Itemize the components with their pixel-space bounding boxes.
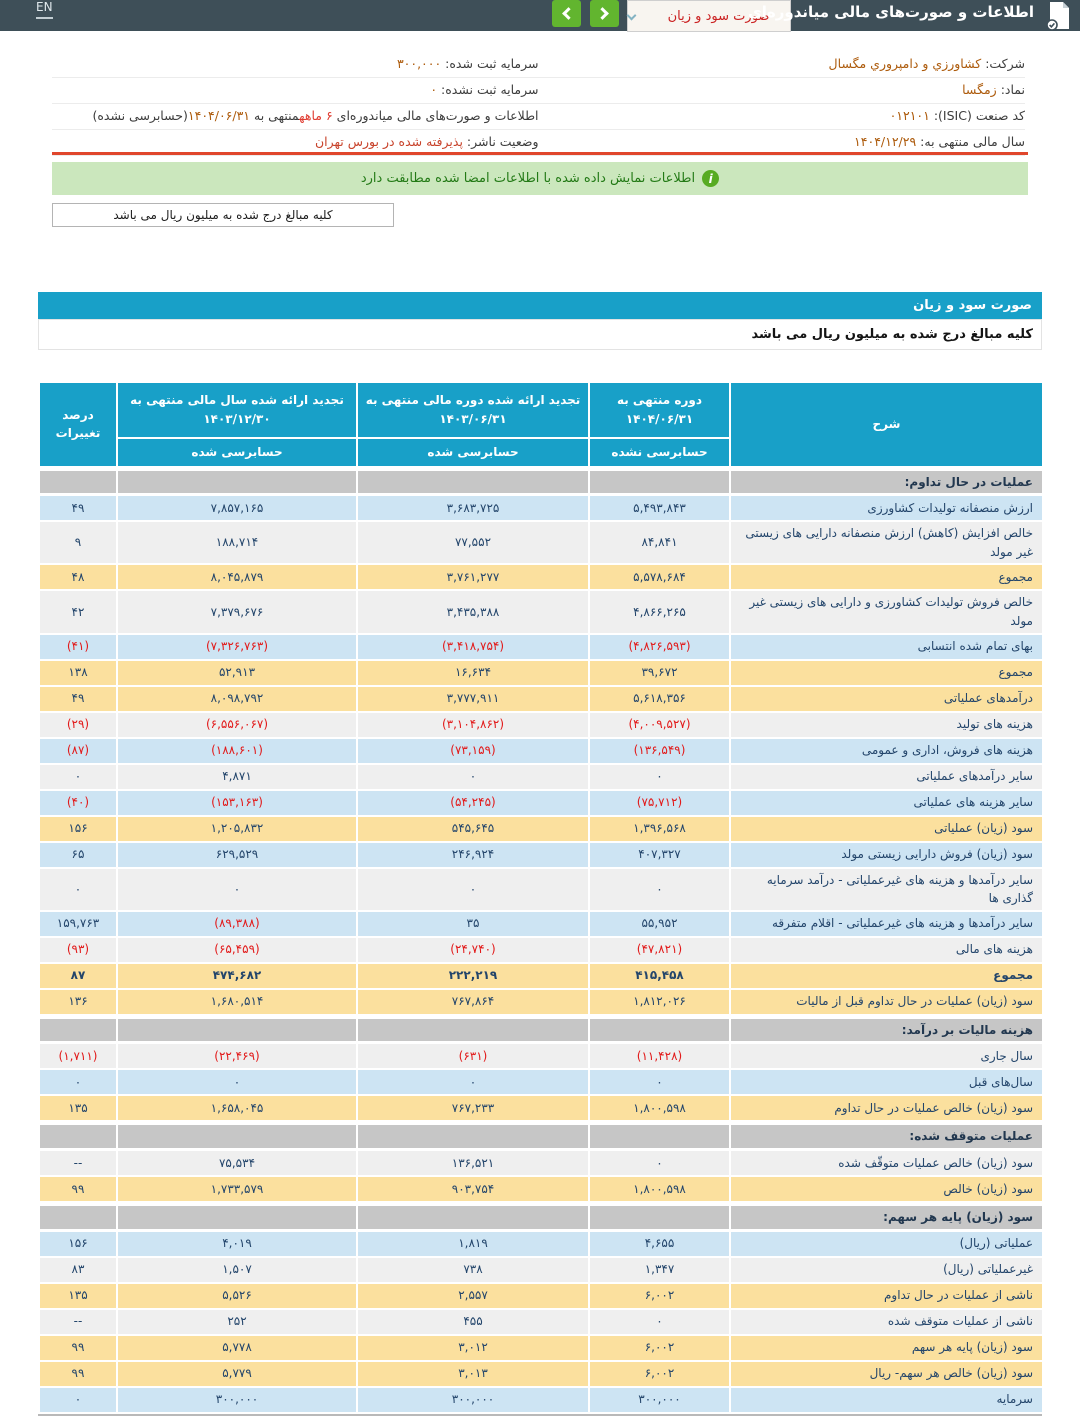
row-label: سود (زیان) فروش دارایی زیستی مولد [729,843,1042,869]
value-cell: ۶,۰۰۲ [588,1284,729,1310]
info-circle-icon: i [702,170,719,187]
value-cell: ۸۷ [38,964,116,990]
value-cell: (۲۲,۴۶۹) [116,1044,356,1070]
value-cell: ۴,۰۱۹ [116,1232,356,1258]
value-cell: (۷۳,۱۵۹) [356,739,588,765]
table-row [38,1362,1042,1388]
value-cell: ۶,۰۰۲ [588,1362,729,1388]
section-empty-cell [38,1122,116,1151]
section-empty-cell [38,1016,116,1045]
section-row [38,1016,1042,1045]
value-cell: (۵۴,۲۴۵) [356,791,588,817]
table-row [38,1151,1042,1177]
section-label: هزینه مالیات بر درآمد: [729,1016,1042,1045]
table-row [38,791,1042,817]
value-cell: ۰ [116,869,356,912]
value-cell: (۱,۷۱۱) [38,1044,116,1070]
amounts-note-box: کلیه مبالغ درج شده به میلیون ریال می باشد [52,203,394,227]
value-cell: ۰ [588,765,729,791]
value-cell: ۸,۰۹۸,۷۹۲ [116,687,356,713]
section-row [38,1122,1042,1151]
page-title: اطلاعات و صورت‌های مالی میاندوره‌ای [748,3,1034,21]
value-cell: (۴۰) [38,791,116,817]
value-cell: ۱,۲۰۵,۸۳۲ [116,817,356,843]
table-row [38,635,1042,661]
value-cell: (۴۷,۸۲۱) [588,938,729,964]
notice-bar [52,162,1028,195]
row-label: سود (زیان) عملیاتی [729,817,1042,843]
value-cell: ۳,۷۷۷,۹۱۱ [356,687,588,713]
value-cell: (۲۹) [38,713,116,739]
table-row [38,687,1042,713]
value-cell: ۸۳ [38,1258,116,1284]
value-cell: ۹۹ [38,1177,116,1203]
value-cell: ۵,۷۷۸ [116,1336,356,1362]
value-cell: ۰ [116,1070,356,1096]
section-empty-cell [116,1016,356,1045]
value-cell: (۸۹,۳۸۸) [116,912,356,938]
value-cell: (۲۴,۷۴۰) [356,938,588,964]
value-cell: ۳۹,۶۷۲ [588,661,729,687]
value-cell: (۱۵۳,۱۶۳) [116,791,356,817]
value-cell: ۰ [356,869,588,912]
chevron-right-icon [596,7,609,20]
table-row [38,817,1042,843]
red-separator [52,152,1028,155]
financial-table [38,383,1042,1416]
table-row [38,713,1042,739]
table-row [38,869,1042,912]
row-label: غیرعملیاتی (ریال) [729,1258,1042,1284]
value-cell: -- [38,1310,116,1336]
value-cell: ۳,۷۶۱,۲۷۷ [356,565,588,591]
value-cell: ۱۶,۶۳۴ [356,661,588,687]
value-cell: ۱۳۸ [38,661,116,687]
value-cell: ۴,۸۷۱ [116,765,356,791]
value-cell: ۹۰۳,۷۵۴ [356,1177,588,1203]
table-row [38,1336,1042,1362]
value-cell: ۰ [588,1151,729,1177]
table-row [38,522,1042,565]
table-row [38,964,1042,990]
section-empty-cell [588,468,729,497]
value-cell: ۷۳۸ [356,1258,588,1284]
value-cell: ۰ [588,1310,729,1336]
row-label: ارزش منصفانه تولیدات کشاورزی [729,496,1042,522]
row-label: سود (زیان) خالص [729,1177,1042,1203]
info-cell-right: نماد: زمگسا [962,82,1025,97]
section-label: عملیات در حال تداوم: [729,468,1042,497]
value-cell: ۳۰۰,۰۰۰ [116,1388,356,1414]
value-cell: ۵,۵۷۸,۶۸۴ [588,565,729,591]
row-label: سود (زیان) خالص هر سهم- ریال [729,1362,1042,1388]
table-row [38,1232,1042,1258]
table-row [38,1177,1042,1203]
row-label: هزینه های تولید [729,713,1042,739]
table-row [38,765,1042,791]
section-label: عملیات متوقف شده: [729,1122,1042,1151]
row-label: سرمایه [729,1388,1042,1414]
value-cell: ۱۳۵ [38,1284,116,1310]
table-row [38,938,1042,964]
value-cell: (۷,۳۲۶,۷۶۳) [116,635,356,661]
value-cell: ۴۹ [38,496,116,522]
value-cell: ۹۹ [38,1362,116,1388]
value-cell: ۰ [38,1070,116,1096]
header-period-current: دوره منتهی به ۱۴۰۴/۰۶/۳۱ [588,383,729,439]
value-cell: ۵,۵۲۶ [116,1284,356,1310]
row-label: خالص افزایش (کاهش) ارزش منصفانه دارایی های زیستی غیر مولد [729,522,1042,565]
value-cell: ۱,۸۰۰,۵۹۸ [588,1096,729,1122]
row-label: مجموع [729,964,1042,990]
value-cell: ۱,۳۴۷ [588,1258,729,1284]
row-label: سال‌های قبل [729,1070,1042,1096]
value-cell: ۱,۷۳۳,۵۷۹ [116,1177,356,1203]
value-cell: ۳,۰۱۲ [356,1336,588,1362]
value-cell: ۴۱۵,۴۵۸ [588,964,729,990]
row-label: ناشی از عملیات در حال تداوم [729,1284,1042,1310]
value-cell: ۱۵۹,۷۶۳ [38,912,116,938]
value-cell: ۸,۰۴۵,۸۷۹ [116,565,356,591]
value-cell: ۲,۵۵۷ [356,1284,588,1310]
value-cell: ۱,۶۵۸,۰۴۵ [116,1096,356,1122]
value-cell: ۱۳۵ [38,1096,116,1122]
row-label: سود (زیان) عملیات در حال تداوم قبل از مالیات [729,990,1042,1016]
amounts-note-bold: کلیه مبالغ درج شده به میلیون ریال می باشد [38,319,1042,350]
value-cell: (۴۱) [38,635,116,661]
value-cell: (۸۷) [38,739,116,765]
info-cell-left: وضعیت ناشر: پذیرفته شده در بورس تهران [314,134,539,149]
value-cell: ۴,۶۵۵ [588,1232,729,1258]
table-row [38,739,1042,765]
value-cell: ۱۵۶ [38,817,116,843]
header-desc: شرح [729,383,1042,468]
section-empty-cell [38,1203,116,1232]
row-label: مجموع [729,565,1042,591]
value-cell: ۷۶۷,۲۳۳ [356,1096,588,1122]
value-cell: ۴,۸۶۶,۲۶۵ [588,591,729,634]
value-cell: (۷۵,۷۱۲) [588,791,729,817]
value-cell: ۵,۴۹۳,۸۴۳ [588,496,729,522]
section-empty-cell [588,1122,729,1151]
row-label: سایر هزینه های عملیاتی [729,791,1042,817]
chevron-left-icon [562,7,575,20]
section-empty-cell [588,1016,729,1045]
row-label: سایر درآمدها و هزینه های غیرعملیاتی - درآمد سرمایه گذاری ها [729,869,1042,912]
value-cell: ۱۸۸,۷۱۴ [116,522,356,565]
value-cell: ۵,۷۷۹ [116,1362,356,1388]
row-label: درآمدهای عملیاتی [729,687,1042,713]
row-label: خالص فروش تولیدات کشاورزی و دارایی های زیستی غیر مولد [729,591,1042,634]
header-pct-change: درصد تغییرات [38,383,116,468]
row-label: سود (زیان) پایه هر سهم [729,1336,1042,1362]
value-cell: ۱,۵۰۷ [116,1258,356,1284]
value-cell: ۳,۴۳۵,۳۸۸ [356,591,588,634]
section-row [38,468,1042,497]
value-cell: ۲۵۲ [116,1310,356,1336]
value-cell: ۱,۶۸۰,۵۱۴ [116,990,356,1016]
value-cell: ۷,۳۷۹,۶۷۶ [116,591,356,634]
row-label: بهای تمام شده انتسابی [729,635,1042,661]
value-cell: ۶۵ [38,843,116,869]
value-cell: ۷۶۷,۸۶۴ [356,990,588,1016]
info-cell-left: سرمایه ثبت نشده: ۰ [430,82,539,97]
header-restated-period: تجدید ارائه شده دوره مالی منتهی به ۱۴۰۳/۰۶/۳۱ [356,383,588,439]
value-cell: ۱,۳۹۶,۵۶۸ [588,817,729,843]
value-cell: ۰ [38,869,116,912]
value-cell: (۳,۴۱۸,۷۵۴) [356,635,588,661]
info-cell-right: سال مالی منتهی به: ۱۴۰۴/۱۲/۲۹ [854,134,1025,149]
value-cell: ۰ [38,1388,116,1414]
value-cell: ۳۵ [356,912,588,938]
value-cell: ۱۳۶,۵۲۱ [356,1151,588,1177]
value-cell: ۰ [38,765,116,791]
value-cell: ۷,۸۵۷,۱۶۵ [116,496,356,522]
value-cell: (۶۳۱) [356,1044,588,1070]
topbar [0,0,1080,31]
value-cell: ۹ [38,522,116,565]
value-cell: ۰ [588,1070,729,1096]
section-label: سود (زیان) پایه هر سهم: [729,1203,1042,1232]
value-cell: ۳,۰۱۳ [356,1362,588,1388]
value-cell: (۶۵,۴۵۹) [116,938,356,964]
prev-button[interactable] [552,0,581,27]
row-label: هزینه های فروش، اداری و عمومی [729,739,1042,765]
row-label: سایر درآمدها و هزینه های غیرعملیاتی - اقلام متفرقه [729,912,1042,938]
row-label: سایر درآمدهای عملیاتی [729,765,1042,791]
info-row [52,104,1025,130]
row-label: سود (زیان) خالص عملیات در حال تداوم [729,1096,1042,1122]
header-restated-year: تجدید ارائه شده سال مالی منتهی به ۱۴۰۳/۱۲/۳۰ [116,383,356,439]
subheader-audited-2: حسابرسی شده [116,439,356,468]
table-row [38,1096,1042,1122]
table-row [38,661,1042,687]
section-empty-cell [588,1203,729,1232]
value-cell: (۱۳۶,۵۴۹) [588,739,729,765]
value-cell: ۰ [356,1070,588,1096]
document-check-icon [1042,1,1072,31]
value-cell: ۸۴,۸۴۱ [588,522,729,565]
value-cell: ۳۰۰,۰۰۰ [588,1388,729,1414]
value-cell: ۱,۸۱۲,۰۲۶ [588,990,729,1016]
row-label: مجموع [729,661,1042,687]
row-label: سال جاری [729,1044,1042,1070]
value-cell: (۹۳) [38,938,116,964]
table-row [38,565,1042,591]
info-cell-right: شرکت: کشاورزي و دامپروري مگسال [828,56,1025,71]
value-cell: ۵,۶۱۸,۳۵۶ [588,687,729,713]
dropdown-value: صورت سود و زیان [667,8,770,24]
value-cell: ۲۴۶,۹۲۴ [356,843,588,869]
value-cell: ۵۵,۹۵۲ [588,912,729,938]
section-empty-cell [356,1203,588,1232]
value-cell: ۰ [588,869,729,912]
value-cell: (۱۸۸,۶۰۱) [116,739,356,765]
table-row [38,1284,1042,1310]
value-cell: ۲۲۲,۲۱۹ [356,964,588,990]
table-row [38,1388,1042,1414]
value-cell: ۳,۶۸۳,۷۲۵ [356,496,588,522]
row-label: سود (زیان) خالص عملیات متوقّف شده [729,1151,1042,1177]
value-cell: ۷۵,۵۳۴ [116,1151,356,1177]
value-cell: (۱۱,۴۲۸) [588,1044,729,1070]
section-empty-cell [38,468,116,497]
info-row [52,52,1025,78]
section-empty-cell [116,468,356,497]
table-row [38,1310,1042,1336]
table-row [38,843,1042,869]
info-row [52,78,1025,104]
value-cell: ۵۲,۹۱۳ [116,661,356,687]
value-cell: (۳,۱۰۴,۸۶۲) [356,713,588,739]
chevron-down-icon [627,10,637,20]
value-cell: ۴۷۴,۶۸۲ [116,964,356,990]
value-cell: ۴۹ [38,687,116,713]
company-info-grid [52,52,1025,156]
table-row [38,1070,1042,1096]
value-cell: ۵۴۵,۶۴۵ [356,817,588,843]
section-empty-cell [356,1122,588,1151]
subheader-unaudited: حسابرسی نشده [588,439,729,468]
value-cell: ۱۵۶ [38,1232,116,1258]
next-button[interactable] [590,0,619,27]
info-cell-left: اطلاعات و صورت‌های مالی میاندوره‌ای ۶ ماههمنتهی به ۱۴۰۴/۰۶/۳۱(حسابرسی نشده) [92,108,539,123]
value-cell: ۷۷,۵۵۲ [356,522,588,565]
table-row [38,591,1042,634]
table-row [38,1044,1042,1070]
value-cell: ۹۹ [38,1336,116,1362]
subheader-audited-1: حسابرسی شده [356,439,588,468]
info-cell-left: سرمایه ثبت شده: ۳۰۰,۰۰۰ [396,56,539,71]
notice-text: اطلاعات نمایش داده شده با اطلاعات امضا شده مطابقت دارد [360,171,696,186]
table-row [38,912,1042,938]
table-row [38,990,1042,1016]
language-toggle-en[interactable]: EN [36,0,53,19]
table-row [38,1258,1042,1284]
info-cell-right: کد صنعت (ISIC): ۰۱۲۱۰۱ [889,108,1025,123]
value-cell: ۰ [356,765,588,791]
statement-title-bar: صورت سود و زیان [38,292,1042,319]
section-empty-cell [356,468,588,497]
row-label: هزینه های مالی [729,938,1042,964]
value-cell: (۴,۸۲۶,۵۹۳) [588,635,729,661]
section-row [38,1203,1042,1232]
section-empty-cell [116,1122,356,1151]
table-row [38,496,1042,522]
value-cell: ۱۳۶ [38,990,116,1016]
section-empty-cell [356,1016,588,1045]
value-cell: ۴۲ [38,591,116,634]
value-cell: ۶,۰۰۲ [588,1336,729,1362]
value-cell: (۶,۵۵۶,۰۶۷) [116,713,356,739]
value-cell: -- [38,1151,116,1177]
value-cell: ۴۰۷,۳۲۷ [588,843,729,869]
row-label: ناشی از عملیات متوقف شده [729,1310,1042,1336]
value-cell: ۶۲۹,۵۲۹ [116,843,356,869]
value-cell: ۴۵۵ [356,1310,588,1336]
value-cell: ۱,۸۱۹ [356,1232,588,1258]
value-cell: ۱,۸۰۰,۵۹۸ [588,1177,729,1203]
value-cell: ۴۸ [38,565,116,591]
row-label: عملیاتی (ریال) [729,1232,1042,1258]
value-cell: (۴,۰۰۹,۵۲۷) [588,713,729,739]
section-empty-cell [116,1203,356,1232]
value-cell: ۳۰۰,۰۰۰ [356,1388,588,1414]
